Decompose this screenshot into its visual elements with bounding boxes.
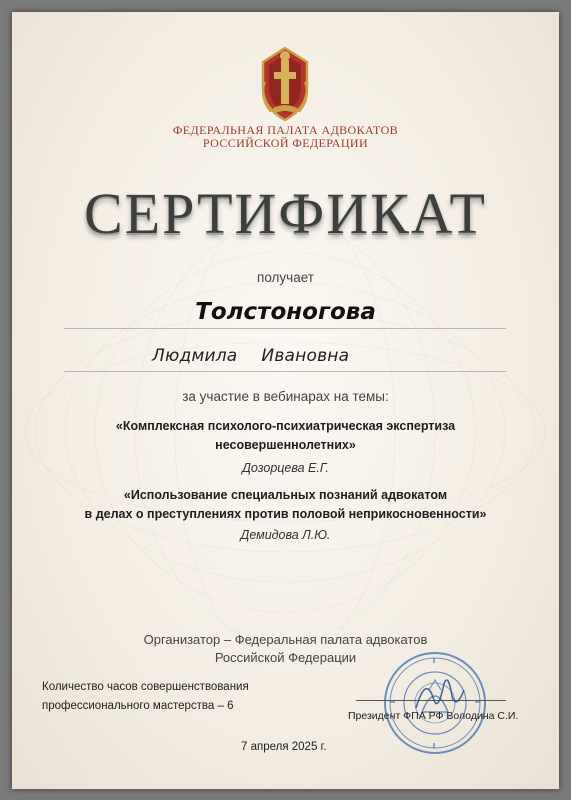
divider-line [64, 328, 506, 329]
webinar-topic [12, 486, 559, 524]
training-hours [42, 678, 249, 716]
divider-line [64, 371, 506, 372]
receives-label: получает [257, 270, 314, 285]
webinar-intro: за участие в вебинарах на темы: [182, 389, 389, 404]
recipient-patronymic: Ивановна [261, 346, 350, 366]
hours-line: профессионального мастерства – 6 [42, 700, 234, 712]
organizer-line: Организатор – Федеральная палата адвокатов [143, 632, 428, 647]
topic-line: несовершеннолетних» [215, 438, 356, 452]
topic-author: Дозорцева Е.Г. [242, 461, 329, 475]
org-header-line2: РОССИЙСКОЙ ФЕДЕРАЦИИ [202, 136, 369, 150]
topic-line: в делах о преступлениях против половой неприкосновенности» [84, 507, 487, 521]
org-header-line1: ФЕДЕРАЛЬНАЯ ПАЛАТА АДВОКАТОВ [172, 123, 399, 137]
certificate-title: СЕРТИФИКАТ [83, 181, 487, 246]
topic-author: Демидова Л.Ю. [240, 528, 331, 542]
recipient-surname: Толстоногова [195, 299, 376, 325]
lawyers-chamber-emblem-icon [257, 42, 313, 128]
recipient-given-names [152, 346, 349, 366]
webinar-topic [12, 417, 559, 455]
topic-line: «Комплексная психолого-психиатрическая экспертиза [115, 419, 456, 433]
issue-date: 7 апреля 2025 г. [241, 741, 327, 753]
certificate-sheet [12, 12, 559, 789]
recipient-first-name: Людмила [152, 346, 238, 366]
hours-line: Количество часов совершенствования [42, 681, 249, 693]
topic-line: «Использование специальных познаний адвокатом [123, 488, 448, 502]
organizer-line: Российской Федерации [214, 650, 357, 665]
president-signature-label: Президент ФПА РФ Володина С.И. [348, 710, 519, 722]
